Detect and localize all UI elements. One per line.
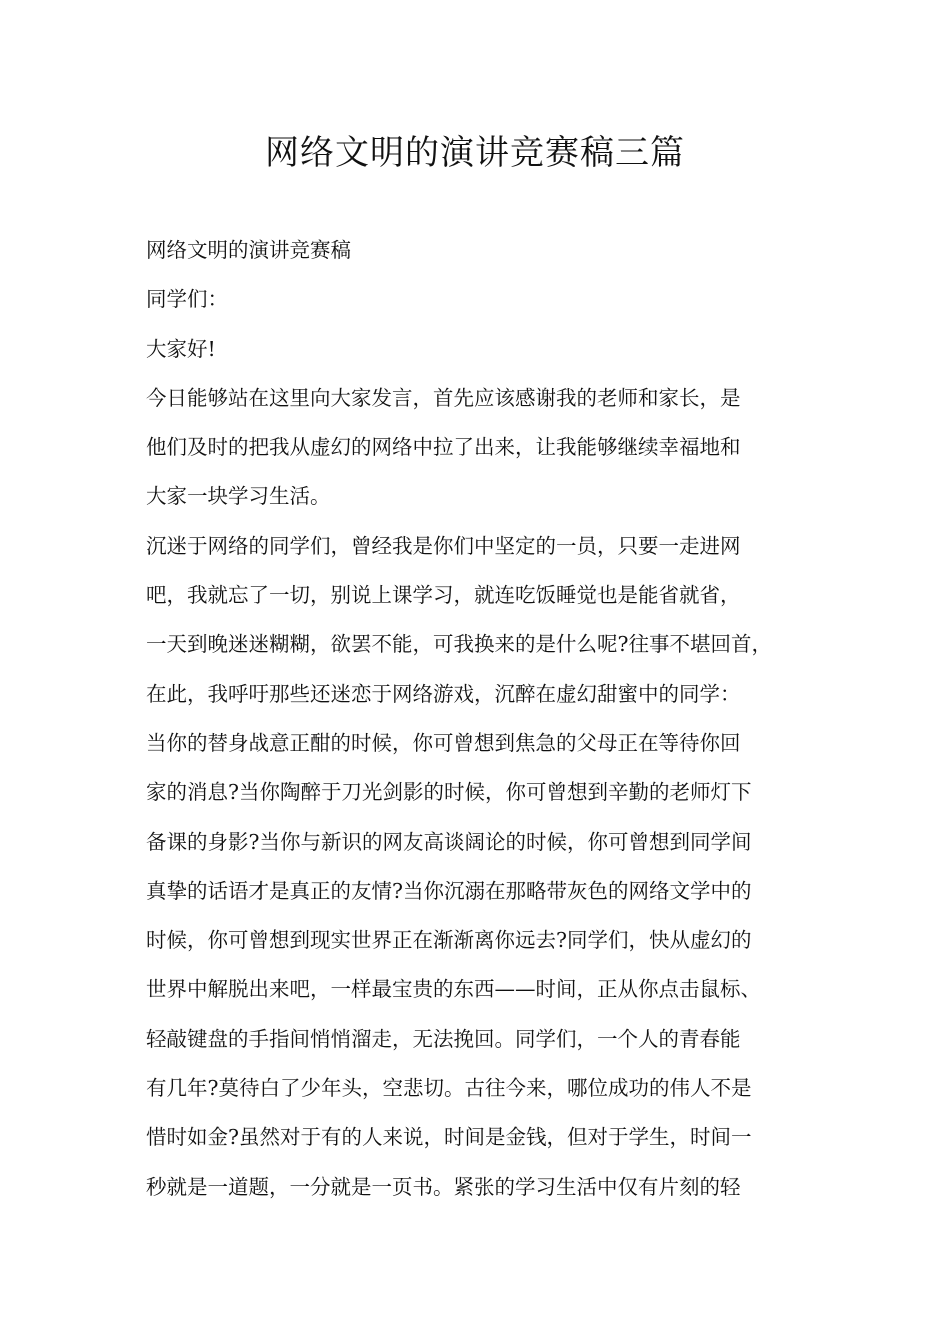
text-line: 他们及时的把我从虚幻的网络中拉了出来，让我能够继续幸福地和 <box>146 435 741 460</box>
text-line: 时候，你可曾想到现实世界正在渐渐离你远去?同学们，快从虚幻的 <box>146 928 752 953</box>
text-line: 备课的身影?当你与新识的网友高谈阔论的时候，你可曾想到同学间 <box>146 829 752 854</box>
text-line: 真挚的话语才是真正的友情?当你沉溺在那略带灰色的网络文学中的 <box>146 878 752 903</box>
text-line: 家的消息?当你陶醉于刀光剑影的时候，你可曾想到辛勤的老师灯下 <box>146 780 752 805</box>
text-line: 大家一块学习生活。 <box>146 484 331 509</box>
text-line: 有几年?莫待白了少年头，空悲切。古往今来，哪位成功的伟人不是 <box>146 1076 752 1101</box>
text-line: 轻敲键盘的手指间悄悄溜走，无法挽回。同学们，一个人的青春能 <box>146 1026 741 1051</box>
text-line: 同学们： <box>146 287 228 312</box>
document-title: 网络文明的演讲竞赛稿三篇 <box>265 133 685 173</box>
text-line: 秒就是一道题，一分就是一页书。紧张的学习生活中仅有片刻的轻 <box>146 1174 741 1199</box>
text-line: 当你的替身战意正酣的时候，你可曾想到焦急的父母正在等待你回 <box>146 730 741 755</box>
text-line: 网络文明的演讲竞赛稿 <box>146 238 351 262</box>
document-body <box>146 226 836 1212</box>
text-line: 在此，我呼吁那些还迷恋于网络游戏，沉醉在虚幻甜蜜中的同学： <box>146 681 741 706</box>
text-line: 惜时如金?虽然对于有的人来说，时间是金钱，但对于学生，时间一 <box>146 1125 752 1150</box>
text-line: 一天到晚迷迷糊糊，欲罢不能，可我换来的是什么呢?往事不堪回首， <box>146 632 772 657</box>
text-line: 大家好! <box>146 336 216 361</box>
text-line: 吧，我就忘了一切，别说上课学习，就连吃饭睡觉也是能省就省， <box>146 583 741 608</box>
text-line: 今日能够站在这里向大家发言，首先应该感谢我的老师和家长，是 <box>146 385 741 410</box>
text-line: 世界中解脱出来吧，一样最宝贵的东西——时间，正从你点击鼠标、 <box>146 977 761 1002</box>
text-line: 沉迷于网络的同学们，曾经我是你们中坚定的一员，只要一走进网 <box>146 533 741 558</box>
